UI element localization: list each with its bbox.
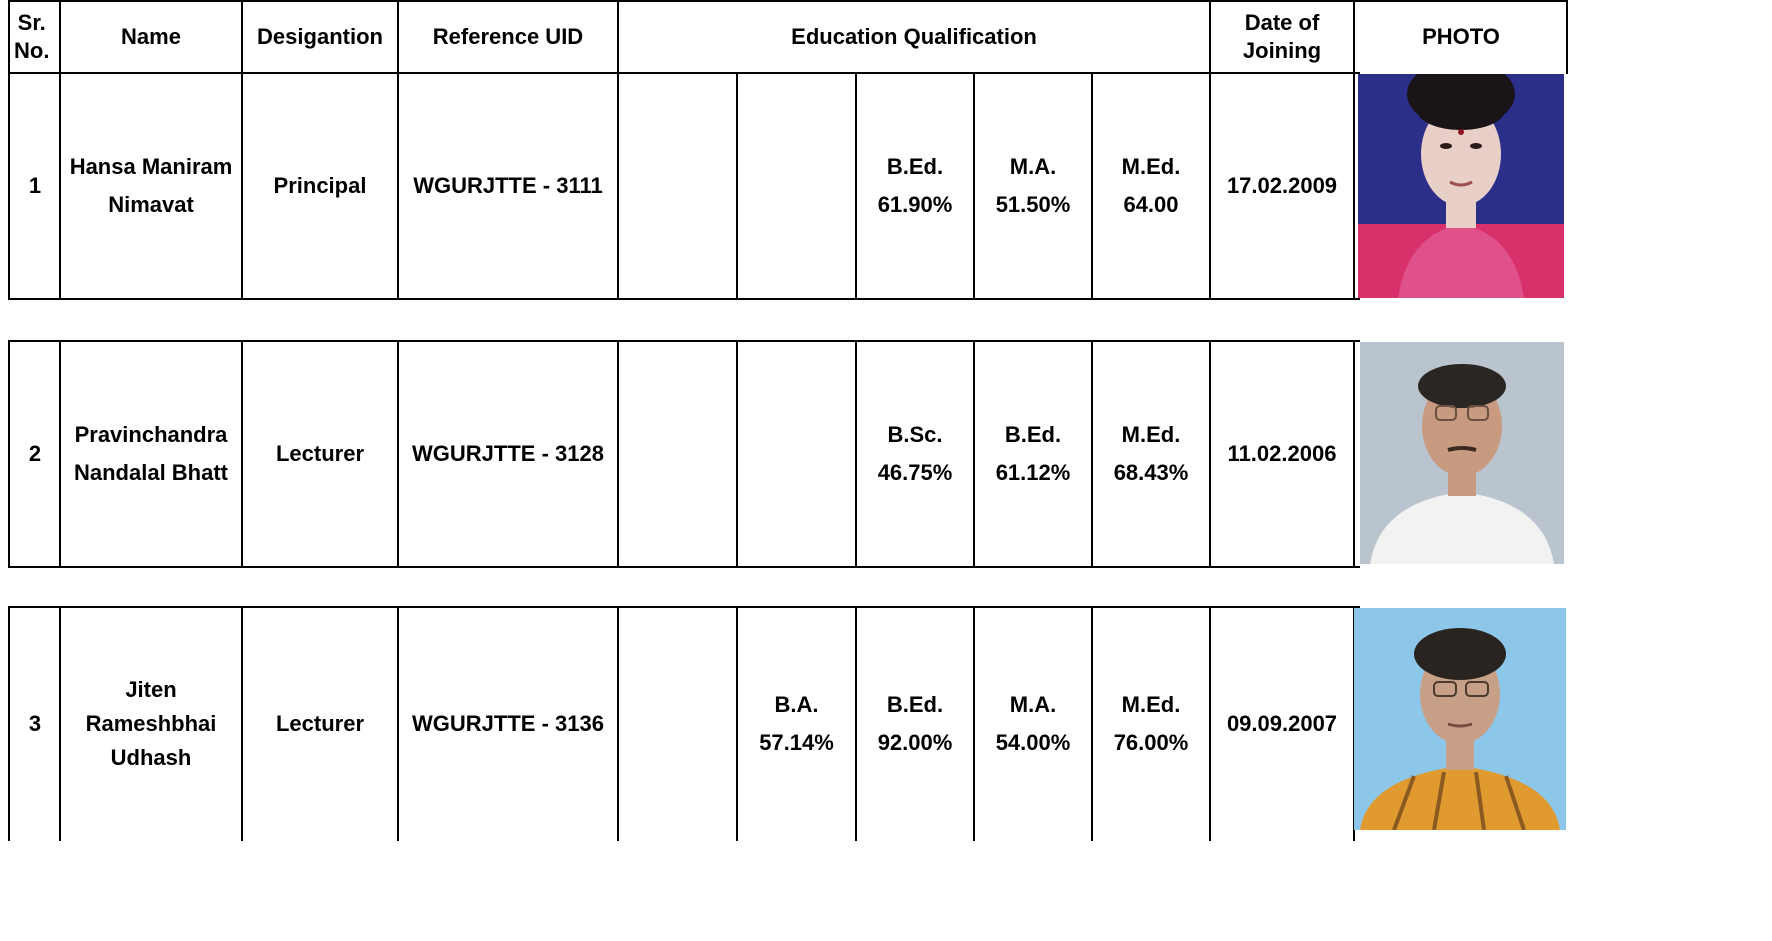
education-cell: M.Ed. 64.00 (1121, 154, 1181, 217)
header-date-of-joining: Date of Joining (1242, 10, 1322, 63)
staff-reference-uid: WGURJTTE - 3111 (413, 173, 603, 198)
staff-designation: Lecturer (275, 710, 365, 736)
staff-name: Hansa Maniram Nimavat (69, 154, 233, 217)
staff-reference-uid: WGURJTTE - 3136 (412, 710, 604, 736)
education-cell: B.Sc. 46.75% (877, 422, 953, 485)
education-cell: B.Ed. 92.00% (877, 691, 953, 755)
staff-reference-uid: WGURJTTE - 3128 (412, 441, 604, 466)
education-cell (619, 72, 736, 300)
staff-designation: Principal (273, 173, 367, 198)
table-row (8, 72, 1360, 300)
education-cell: B.Ed. 61.12% (995, 422, 1071, 485)
header-education-qualification: Education Qualification (791, 24, 1037, 49)
date-of-joining: 17.02.2009 (1226, 173, 1338, 198)
education-cell: M.A. 51.50% (995, 154, 1071, 217)
education-cell: M.Ed. 68.43% (1113, 422, 1189, 485)
header-reference-uid: Reference UID (432, 24, 584, 49)
date-of-joining: 09.09.2007 (1226, 710, 1338, 736)
staff-name: Jiten Rameshbhai Udhash (85, 676, 217, 770)
table-header (8, 0, 1768, 74)
header-name: Name (121, 24, 181, 49)
sr-number: 1 (28, 173, 42, 198)
person-photo-man-white-shirt (1360, 342, 1564, 564)
education-cell: M.Ed. 76.00% (1113, 691, 1189, 755)
header-designation: Desigantion (257, 24, 383, 49)
education-cell (619, 340, 736, 568)
staff-designation: Lecturer (275, 441, 365, 466)
person-photo-woman-red-sari (1358, 74, 1564, 298)
header-photo: PHOTO (1422, 24, 1500, 49)
header-sr-no: Sr. No. (14, 10, 50, 63)
education-cell: M.A. 54.00% (995, 691, 1071, 755)
sr-number: 3 (28, 710, 42, 736)
staff-name: Pravinchandra Nandalal Bhatt (73, 422, 229, 485)
education-cell (619, 606, 736, 841)
table-row (8, 340, 1360, 568)
sr-number: 2 (28, 441, 42, 466)
person-photo-man-orange-shirt (1354, 608, 1566, 830)
education-cell: B.A. 57.14% (759, 691, 834, 755)
date-of-joining: 11.02.2006 (1227, 441, 1337, 466)
education-cell (738, 72, 855, 300)
education-cell (738, 340, 855, 568)
education-cell: B.Ed. 61.90% (877, 154, 953, 217)
table-row (8, 606, 1360, 841)
